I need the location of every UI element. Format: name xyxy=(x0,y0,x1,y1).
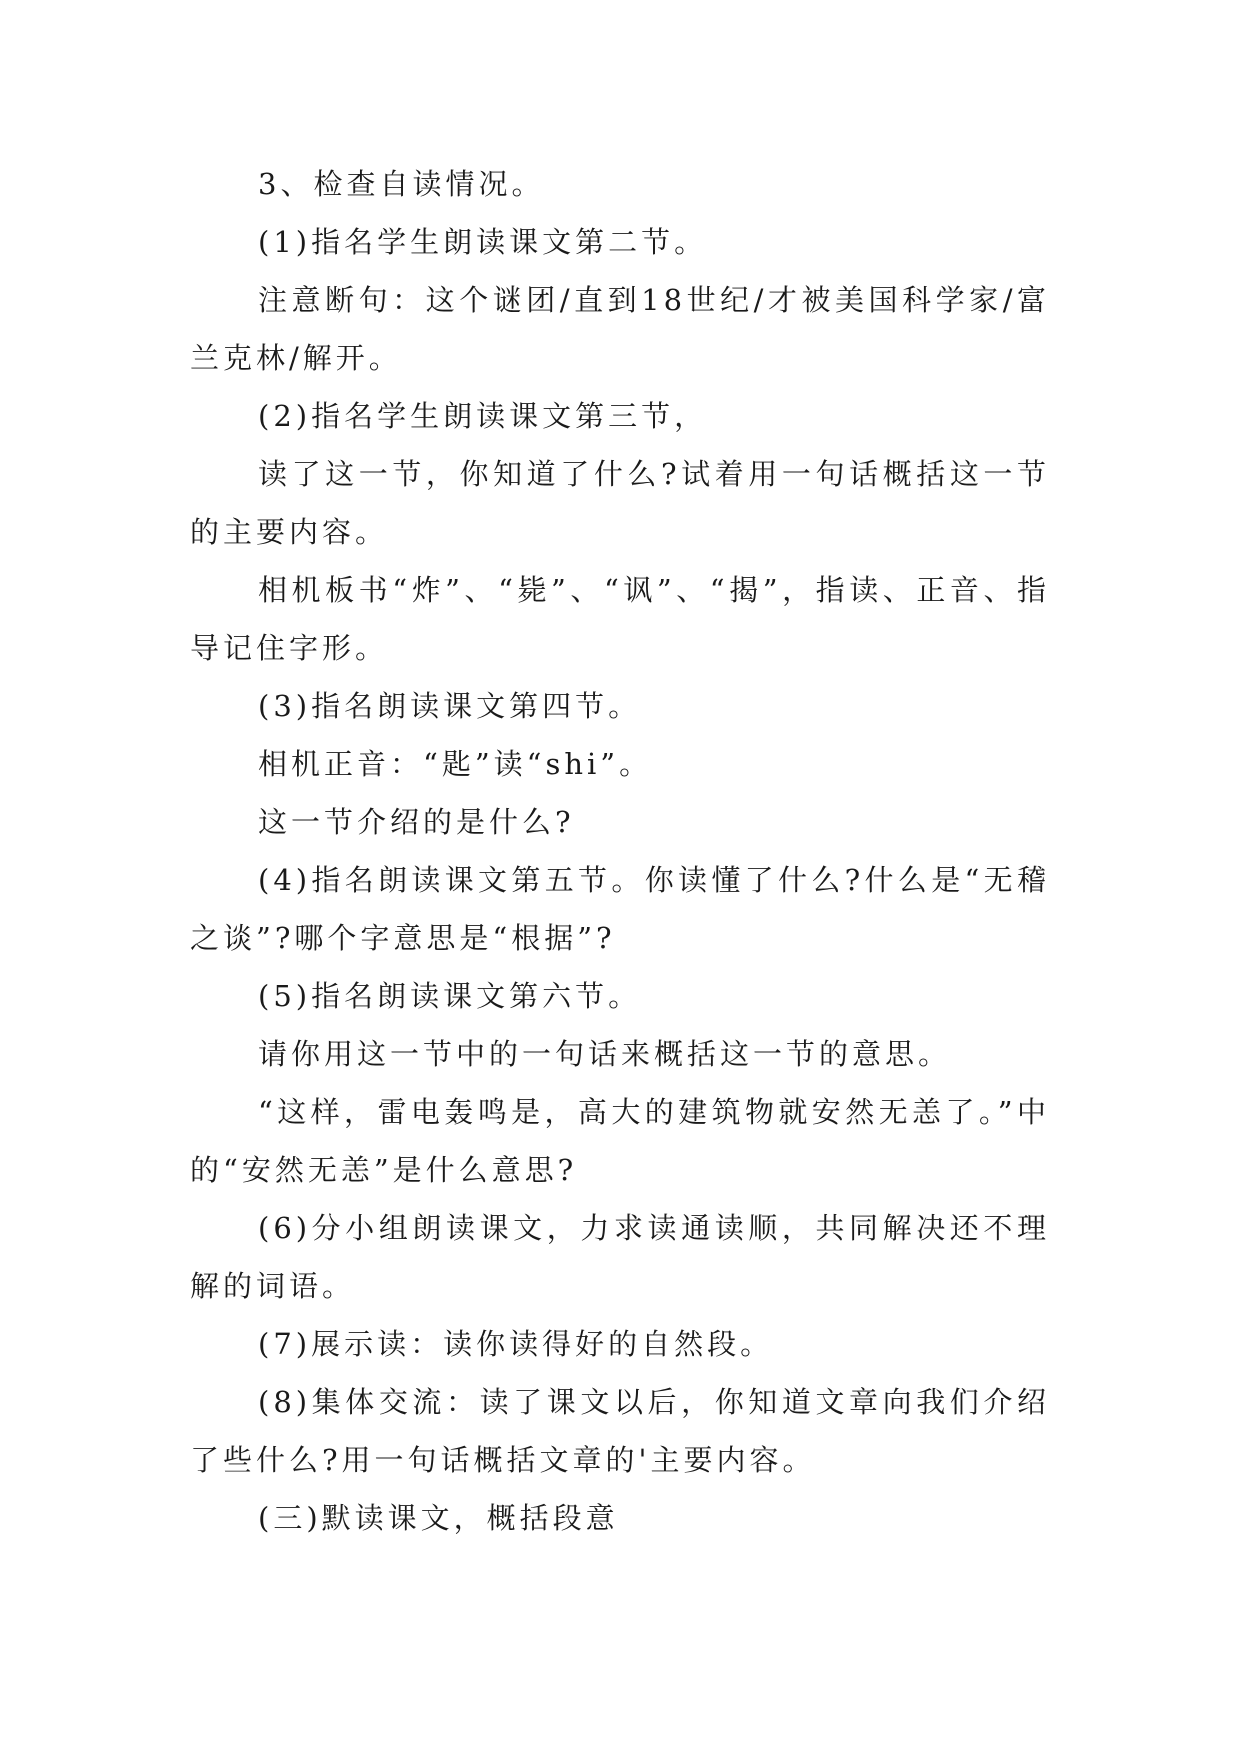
document-body xyxy=(190,155,1050,1547)
paragraph-question-summary: 读了这一节，你知道了什么?试着用一句话概括这一节的主要内容。 xyxy=(190,457,1050,549)
paragraph-question-intro: 这一节介绍的是什么? xyxy=(258,805,575,839)
paragraph-step-3: 3、检查自读情况。 xyxy=(258,167,545,201)
paragraph-item-6: (6)分小组朗读课文，力求读通读顺，共同解决还不理解的词语。 xyxy=(190,1211,1050,1303)
paragraph-section-3-heading: (三)默读课文，概括段意 xyxy=(258,1501,619,1535)
paragraph-board-writing: 相机板书“炸”、“毙”、“讽”、“揭”，指读、正音、指导记住字形。 xyxy=(190,573,1050,665)
paragraph-item-1: (1)指名学生朗读课文第二节。 xyxy=(258,225,708,259)
paragraph-item-7: (7)展示读：读你读得好的自然段。 xyxy=(258,1327,774,1361)
paragraph-summarize-section: 请你用这一节中的一句话来概括这一节的意思。 xyxy=(258,1037,952,1071)
paragraph-item-8: (8)集体交流：读了课文以后，你知道文章向我们介绍了些什么?用一句话概括文章的'主要内容。 xyxy=(190,1385,1050,1477)
paragraph-item-3: (3)指名朗读课文第四节。 xyxy=(258,689,642,723)
paragraph-sentence-break-note: 注意断句：这个谜团/直到18世纪/才被美国科学家/富兰克林/解开。 xyxy=(190,283,1050,375)
paragraph-pronunciation: 相机正音：“匙”读“shi”。 xyxy=(258,747,653,781)
paragraph-item-5: (5)指名朗读课文第六节。 xyxy=(258,979,642,1013)
paragraph-item-4: (4)指名朗读课文第五节。你读懂了什么?什么是“无稽之谈”?哪个字意思是“根据”? xyxy=(190,863,1050,955)
paragraph-quote-meaning: “这样，雷电轰鸣是，高大的建筑物就安然无恙了。”中的“安然无恙”是什么意思? xyxy=(190,1095,1050,1187)
paragraph-item-2: (2)指名学生朗读课文第三节， xyxy=(258,399,708,433)
